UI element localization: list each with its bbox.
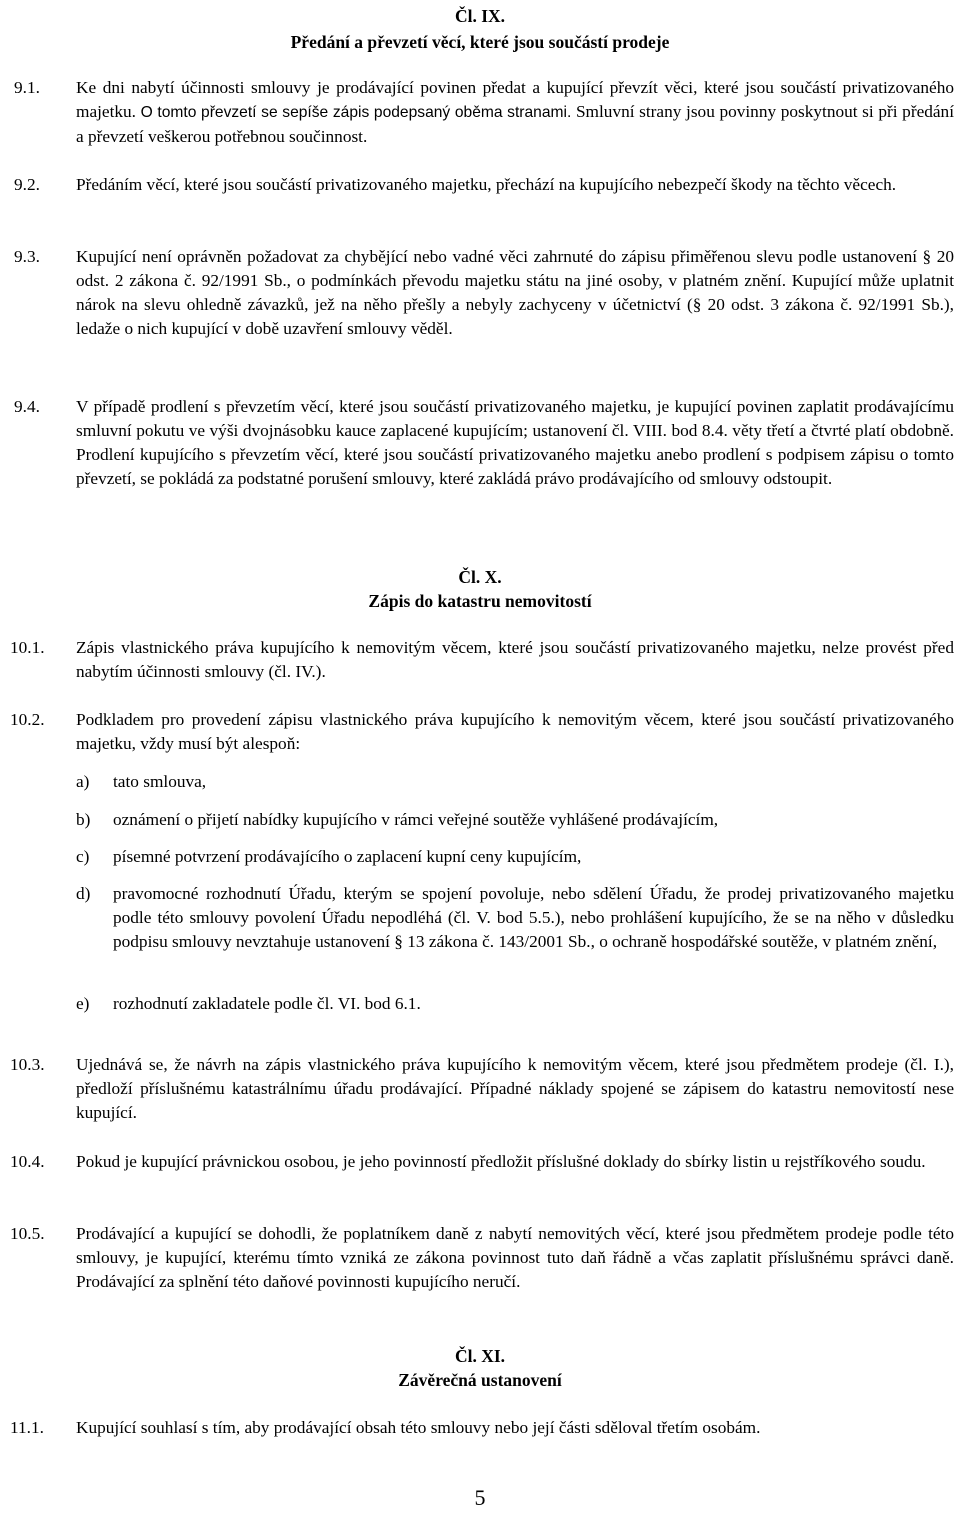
list-item-letter: d) bbox=[76, 884, 91, 903]
paragraph-number: 10.4. bbox=[10, 1152, 45, 1171]
paragraph-text: Ujednává se, že návrh na zápis vlastnického práva kupujícího k nemovitým věcem, které jsou předmětem prodeje (čl. I.), předloží příslušnému katastrálnímu úřadu prodávající. Případné náklady spojené se zápisem do katastru nemovitostí nese kupující. bbox=[76, 1055, 954, 1122]
paragraph-number: 10.2. bbox=[10, 710, 45, 729]
list-item-text: rozhodnutí zakladatele podle čl. VI. bod 6.1. bbox=[113, 994, 421, 1013]
paragraph-text: Pokud je kupující právnickou osobou, je jeho povinností předložit příslušné doklady do sbírky listin u rejstříkového soudu. bbox=[76, 1152, 926, 1171]
list-item-letter: e) bbox=[76, 994, 90, 1013]
paragraph-number: 9.3. bbox=[14, 247, 40, 266]
list-item-letter: a) bbox=[76, 772, 90, 791]
list-item-text: oznámení o přijetí nabídky kupujícího v rámci veřejné soutěže vyhlášené prodávajícím, bbox=[113, 810, 719, 829]
article-10-title: Čl. X. bbox=[458, 567, 502, 587]
paragraph-number: 9.4. bbox=[14, 397, 40, 416]
article-9-title: Čl. IX. bbox=[454, 6, 506, 26]
list-item-c bbox=[76, 845, 954, 869]
list-item-a bbox=[76, 770, 954, 794]
article-11-title: Čl. XI. bbox=[454, 1346, 506, 1366]
list-item-e bbox=[76, 992, 954, 1016]
paragraph-text: Zápis vlastnického práva kupujícího k nemovitým věcem, které jsou součástí privatizovaného majetku, nelze provést před nabytím účinnosti smlouvy (čl. IV.). bbox=[76, 638, 954, 681]
paragraph-text: Kupující není oprávněn požadovat za chybějící nebo vadné věci zahrnuté do zápisu přiměřenou slevu podle ustanovení § 20 odst. 2 zákona č. 92/1991 Sb., o podmínkách převodu majetku státu na jiné osoby, v platném znění. Kupující může uplatnit nárok na slevu ohledně závazků, jež na něho přešly a nebyly zachyceny v účetnictví (§ 20 odst. 3 zákona č. 92/1991 Sb.), ledaže o nich kupující v době uzavření smlouvy věděl. bbox=[76, 247, 954, 338]
paragraph-number: 9.1. bbox=[14, 78, 40, 97]
page-number: 5 bbox=[474, 1485, 486, 1510]
list-item-letter: c) bbox=[76, 847, 90, 866]
list-item-text: písemné potvrzení prodávajícího o zaplacení kupní ceny kupujícím, bbox=[113, 847, 582, 866]
article-9-subtitle: Předání a převzetí věcí, které jsou součástí prodeje bbox=[290, 32, 670, 52]
paragraph-11-1 bbox=[10, 1416, 954, 1440]
paragraph-9-4 bbox=[14, 395, 954, 491]
paragraph-number: 10.1. bbox=[10, 638, 45, 657]
list-item-text: pravomocné rozhodnutí Úřadu, kterým se spojení povoluje, nebo sdělení Úřadu, že prodej privatizovaného majetku podle této smlouvy povolení Úřadu nepodléhá (čl. V. bod 5.5.), nebo prohlášení kupujícího, že se na něho v důsledku podpisu smlouvy nevztahuje ustanovení § 13 zákona č. 143/2001 Sb., o ochraně hospodářské soutěže, v platném znění, bbox=[113, 884, 954, 951]
paragraph-number: 11.1. bbox=[10, 1418, 44, 1437]
list-item-b bbox=[76, 808, 954, 832]
paragraph-text: V případě prodlení s převzetím věcí, které jsou součástí privatizovaného majetku, je kupující povinen zaplatit prodávajícímu smluvní pokutu ve výši dvojnásobku kauce zaplacené kupujícím; ustanovení čl. VIII. bod 8.4. věty třetí a čtvrté platí obdobně. Prodlení kupujícího s převzetím věcí, které jsou součástí privatizovaného majetku anebo prodlení s podpisem zápisu o tomto převzetí, se pokládá za podstatné porušení smlouvy, které zakládá právo prodávajícího od smlouvy odstoupit. bbox=[76, 397, 954, 488]
paragraph-text-part-sans: O tomto převzetí se sepíše zápis podepsaný oběma stranami. bbox=[140, 104, 572, 121]
paragraph-10-1 bbox=[10, 636, 954, 684]
paragraph-10-4 bbox=[10, 1150, 954, 1174]
paragraph-9-2 bbox=[14, 173, 954, 197]
paragraph-text bbox=[76, 76, 954, 149]
paragraph-10-3 bbox=[10, 1053, 954, 1125]
list-item-letter: b) bbox=[76, 810, 91, 829]
paragraph-text-part: Smluvní strany jsou povinny poskytnout si při předání a převzetí veškerou potřebnou součinnost. bbox=[76, 102, 954, 146]
paragraph-10-2 bbox=[10, 708, 954, 756]
paragraph-number: 10.5. bbox=[10, 1224, 45, 1243]
paragraph-text-part: Ke dni nabytí účinnosti smlouvy je prodávající povinen předat a kupující převzít věci, které jsou součástí privatizovaného majetku. bbox=[76, 78, 954, 121]
article-10-subtitle: Zápis do katastru nemovitostí bbox=[368, 591, 592, 611]
paragraph-text: Kupující souhlasí s tím, aby prodávající obsah této smlouvy nebo její části sděloval třetím osobám. bbox=[76, 1418, 761, 1437]
paragraph-9-3 bbox=[14, 245, 954, 341]
paragraph-9-1 bbox=[14, 76, 954, 149]
list-item-d bbox=[76, 882, 954, 954]
paragraph-number: 9.2. bbox=[14, 175, 40, 194]
paragraph-text: Podkladem pro provedení zápisu vlastnického práva kupujícího k nemovitým věcem, které jsou součástí privatizovaného majetku, vždy musí být alespoň: bbox=[76, 710, 954, 753]
paragraph-10-5 bbox=[10, 1222, 954, 1294]
paragraph-text: Předáním věcí, které jsou součástí privatizovaného majetku, přechází na kupujícího nebezpečí škody na těchto věcech. bbox=[76, 175, 897, 194]
list-item-text: tato smlouva, bbox=[113, 772, 207, 791]
paragraph-number: 10.3. bbox=[10, 1055, 45, 1074]
paragraph-text: Prodávající a kupující se dohodli, že poplatníkem daně z nabytí nemovitých věcí, které jsou předmětem prodeje podle této smlouvy, je kupující, kterému tímto vzniká ze zákona povinnost tuto daň řádně a včas zaplatit příslušnému správci daně. Prodávající za splnění této daňové povinnosti kupujícího neručí. bbox=[76, 1224, 954, 1291]
article-11-subtitle: Závěrečná ustanovení bbox=[398, 1370, 562, 1390]
